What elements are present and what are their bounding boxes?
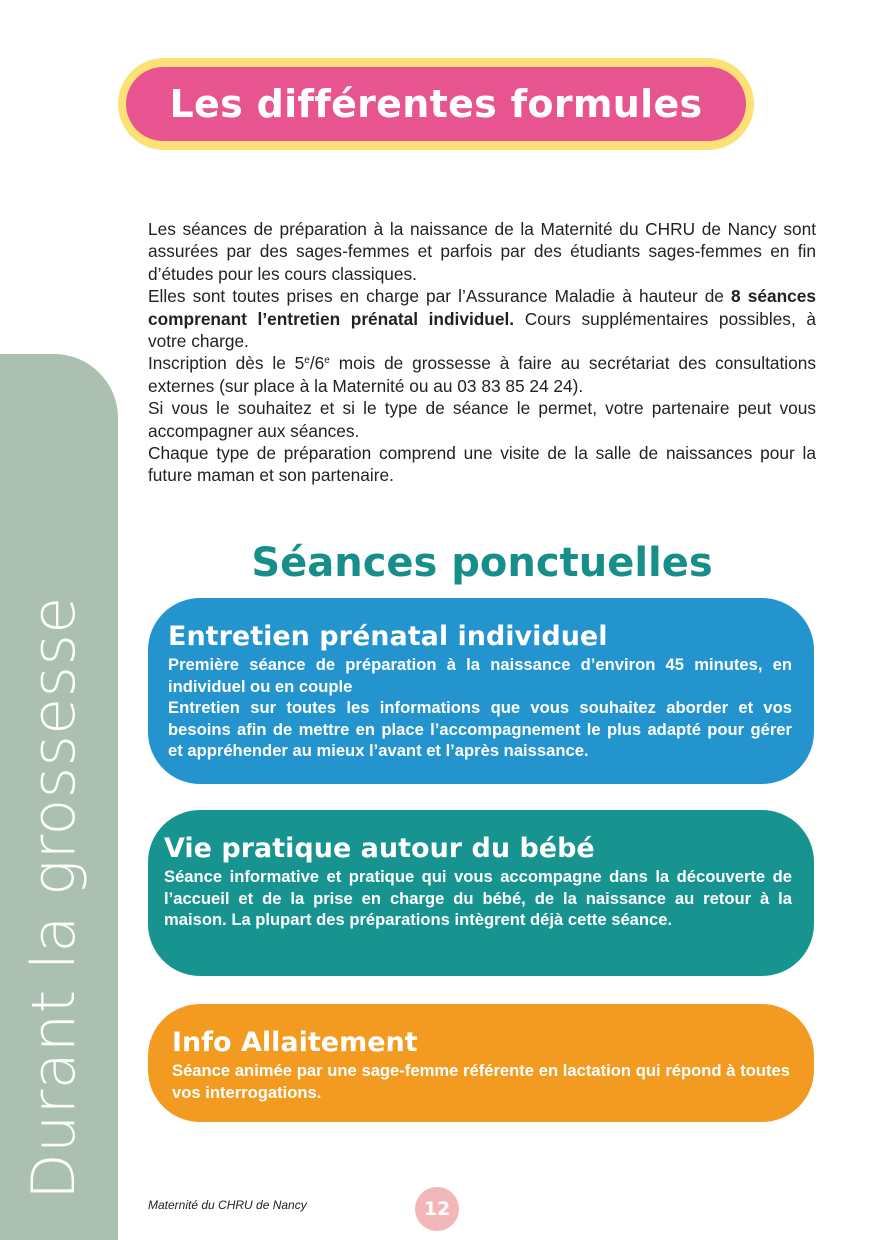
intro-paragraph — [148, 285, 816, 352]
superscript: e — [304, 355, 310, 367]
intro-paragraph: Les séances de préparation à la naissance de la Maternité du CHRU de Nancy sont assurées par des sages-femmes et parfois par des étudiants sages-femmes en fin d’études pour les cours classiques. — [148, 219, 816, 284]
card-text: Entretien sur toutes les informations que vous souhaitez aborder et vos besoins afin de mettre en place l’accompagnement le plus adapté pour gérer et appréhender au mieux l’avant et l’après naissance. — [168, 698, 792, 761]
card-text: Séance informative et pratique qui vous accompagne dans la découverte de l’accueil et de la prise en charge du bébé, de la naissance au retour à la maison. La plupart des préparations intègrent déjà cette séance. — [164, 867, 792, 930]
intro-text-span: Cours supplémentaires possibles, à votre charge. — [148, 308, 817, 352]
card-title: Info Allaitement — [172, 1027, 418, 1058]
intro-paragraph: Si vous le souhaitez et si le type de séance le permet, votre partenaire peut vous accompagner aux séances. — [148, 398, 816, 441]
card-info-allaitement — [148, 1004, 814, 1122]
section-heading: Séances ponctuelles — [251, 540, 713, 586]
card-title: Vie pratique autour du bébé — [164, 833, 595, 864]
side-tab-label: Durant la grossesse — [19, 596, 89, 1200]
intro-text-span: Inscription dès le 5 — [148, 353, 305, 374]
intro-bold-text: 8 séances comprenant l’entretien prénatal individuel. — [148, 286, 816, 329]
intro-text-span: Elles sont toutes prises en charge par l’Assurance Maladie à hauteur de — [148, 286, 732, 307]
intro-text-span: mois de grossesse à faire au secrétariat des consultations externes (sur place à la Maternité ou au 03 83 85 24 24). — [148, 353, 816, 396]
card-entretien-prenatal — [148, 598, 814, 784]
card-text: Première séance de préparation à la naissance d’environ 45 minutes, en individuel ou en couple — [168, 655, 792, 696]
intro-text — [148, 218, 816, 487]
card-vie-pratique — [148, 810, 814, 976]
intro-paragraph: Chaque type de préparation comprend une visite de la salle de naissances pour la future maman et son partenaire. — [148, 443, 816, 486]
footer-text: Maternité du CHRU de Nancy — [148, 1198, 307, 1212]
page-title: Les différentes formules — [169, 82, 703, 126]
intro-paragraph — [148, 352, 816, 397]
page-number-badge: 12 — [415, 1187, 459, 1231]
card-text: Séance animée par une sage-femme référente en lactation qui répond à toutes vos interrogations. — [172, 1061, 790, 1102]
card-title: Entretien prénatal individuel — [168, 621, 608, 652]
title-banner — [126, 67, 746, 141]
intro-text-span: /6 — [309, 353, 325, 374]
superscript: e — [324, 355, 330, 367]
